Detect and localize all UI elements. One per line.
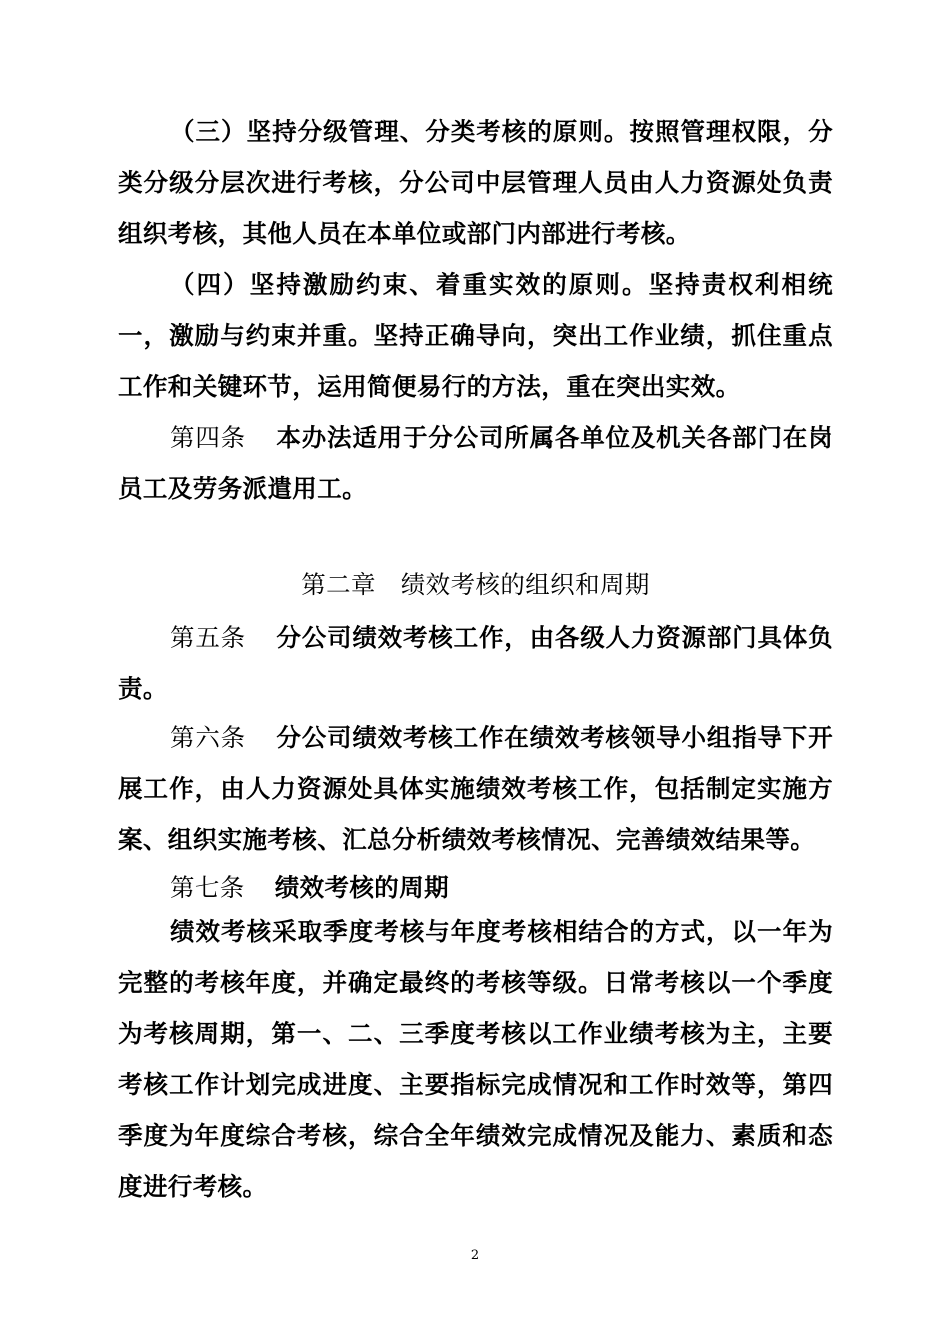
paragraph-assessment-cycle [118,906,833,1212]
paragraph-text: 绩效考核采取季度考核与年度考核相结合的方式，以一年为完整的考核年度，并确定最终的考核等级。日常考核以一个季度为考核周期，第一、二、三季度考核以工作业绩考核为主，主要考核工作计划完成进度、主要指标完成情况和工作时效等，第四季度为年度综合考核，综合全年绩效完成情况及能力、素质和态度进行考核。 [118,917,833,1201]
article-six [118,712,833,865]
article-text: 分公司绩效考核工作，由各级人力资源部门具体负责。 [118,623,833,703]
page-number: 2 [470,1248,480,1263]
article-text: 绩效考核的周期 [274,873,450,902]
paragraph-text: （四）坚持激励约束、着重实效的原则。坚持责权利相统一，激励与约束并重。坚持正确导向，突出工作业绩，抓住重点工作和关键环节，运用简便易行的方法，重在突出实效。 [118,270,833,401]
article-text: 本办法适用于分公司所属各单位及机关各部门在岗员工及劳务派遣用工。 [118,423,833,503]
article-number: 第五条 [170,623,246,652]
paragraph-text: （三）坚持分级管理、分类考核的原则。按照管理权限，分类分级分层次进行考核，分公司中层管理人员由人力资源处负责组织考核，其他人员在本单位或部门内部进行考核。 [118,117,833,248]
paragraph-principle-three [118,106,833,259]
article-number: 第六条 [170,723,246,752]
article-number: 第四条 [170,423,246,452]
article-four [118,412,833,514]
article-five [118,612,833,714]
chapter-heading: 第二章 绩效考核的组织和周期 [301,570,650,599]
article-text: 分公司绩效考核工作在绩效考核领导小组指导下开展工作，由人力资源处具体实施绩效考核工作，包括制定实施方案、组织实施考核、汇总分析绩效考核情况、完善绩效结果等。 [118,723,833,854]
article-number: 第七条 [170,873,245,902]
paragraph-principle-four [118,259,833,412]
